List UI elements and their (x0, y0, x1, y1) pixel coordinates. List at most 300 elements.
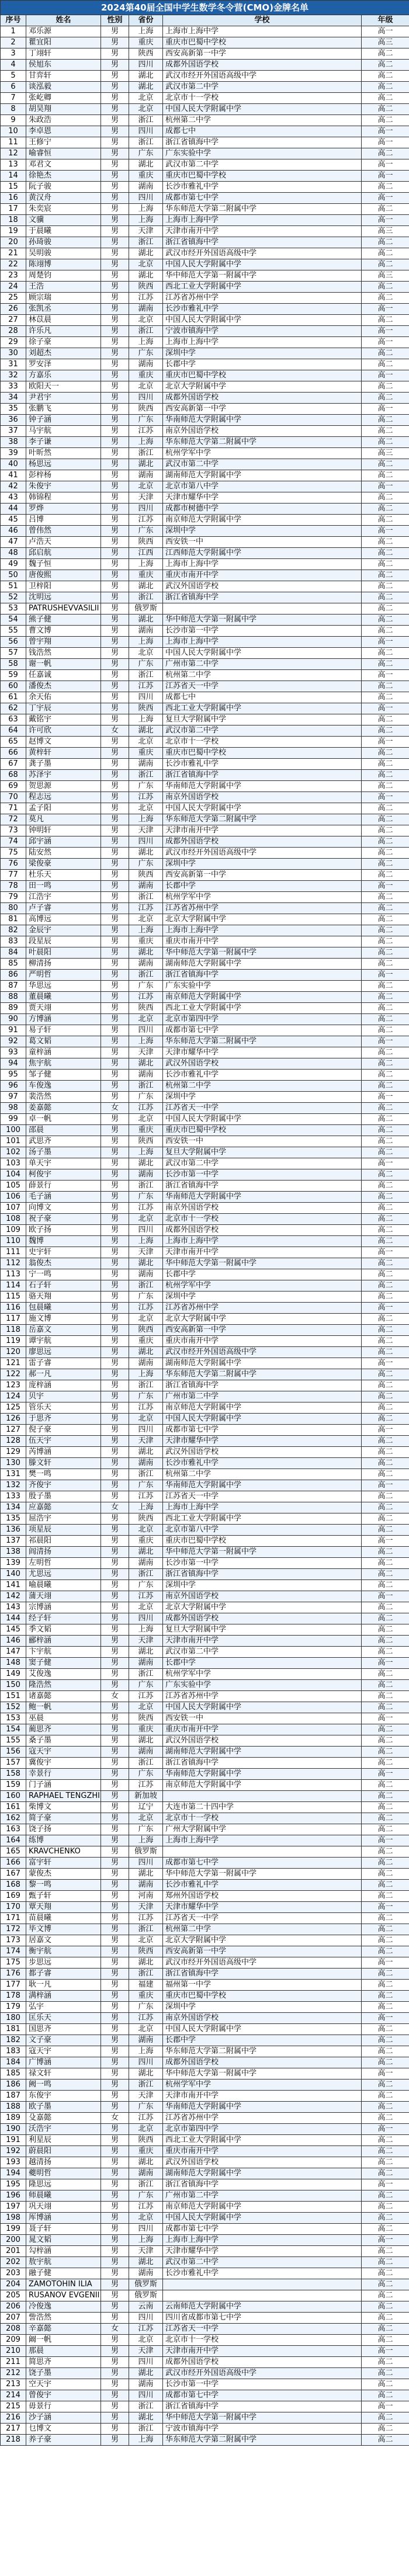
cell-grade: 高二 (362, 1491, 409, 1502)
table-row (1, 1957, 409, 1969)
cell-number: 163 (1, 1824, 26, 1835)
table-row (1, 60, 409, 71)
cell-grade: 高二 (362, 415, 409, 426)
cell-school: 华东师范大学第二附属中学 (163, 204, 362, 215)
cell-number: 102 (1, 1147, 26, 1158)
cell-school: 华中师范大学第一附属中学 (163, 2412, 362, 2424)
table-row (1, 792, 409, 803)
cell-gender: 男 (101, 2257, 129, 2268)
table-row (1, 1846, 409, 1858)
cell-number: 178 (1, 1991, 26, 2002)
cell-gender: 男 (101, 1769, 129, 1780)
cell-province: 湖南 (129, 359, 163, 370)
cell-school: 深圳中学 (163, 1580, 362, 1591)
cell-number: 124 (1, 1391, 26, 1402)
cell-gender: 男 (101, 1303, 129, 1314)
cell-grade: 高二 (362, 559, 409, 570)
table-row (1, 2046, 409, 2057)
cell-province: 江苏 (129, 426, 163, 437)
cell-grade: 高二 (362, 2246, 409, 2257)
cell-province: 天津 (129, 2346, 163, 2357)
cell-school: 云南师范大学附属中学 (163, 2301, 362, 2313)
cell-name: 居嘉文 (26, 1935, 101, 1946)
cell-name: 侯旭东 (26, 60, 101, 71)
cell-gender: 男 (101, 559, 129, 570)
cell-name: 邱宇涵 (26, 836, 101, 848)
table-row (1, 692, 409, 703)
cell-name: 寇天宇 (26, 1747, 101, 1758)
cell-name: 步思远 (26, 1957, 101, 1969)
table-row (1, 381, 409, 393)
cell-name: 裴浩然 (26, 1092, 101, 1103)
cell-gender: 男 (101, 171, 129, 182)
cell-province: 重庆 (129, 1536, 163, 1547)
cell-number: 98 (1, 1103, 26, 1114)
cell-number: 171 (1, 1913, 26, 1924)
cell-grade: 高二 (362, 592, 409, 603)
cell-gender: 男 (101, 970, 129, 981)
cell-number: 152 (1, 1702, 26, 1713)
cell-school: 武汉外国语学校 (163, 1735, 362, 1747)
cell-school: 浙江省镇海中学 (163, 1569, 362, 1580)
cell-gender: 男 (101, 581, 129, 592)
cell-gender: 男 (101, 2124, 129, 2135)
cell-school: 长沙市雅礼中学 (163, 304, 362, 315)
cell-number: 81 (1, 914, 26, 925)
cell-gender: 男 (101, 1070, 129, 1081)
table-row (1, 2102, 409, 2113)
cell-name: 杨思远 (26, 459, 101, 470)
cell-grade: 高二 (362, 781, 409, 792)
cell-number: 39 (1, 448, 26, 459)
cell-gender: 男 (101, 2368, 129, 2379)
cell-school: 成都市第七中学 (163, 2390, 362, 2401)
cell-grade: 高二 (362, 2412, 409, 2424)
cell-name: 钟子涵 (26, 415, 101, 426)
cell-grade: 高二 (362, 1547, 409, 1558)
cell-number: 43 (1, 492, 26, 504)
cell-school: 浙江省镇海中学 (163, 592, 362, 603)
table-row (1, 2168, 409, 2179)
cell-province: 湖北 (129, 2412, 163, 2424)
cell-number: 82 (1, 925, 26, 936)
cell-grade: 高二 (362, 936, 409, 947)
cell-gender: 男 (101, 781, 129, 792)
cell-school: 重庆市巴蜀中学校 (163, 171, 362, 182)
table-row (1, 2213, 409, 2224)
cell-name: 经子轩 (26, 1613, 101, 1624)
cell-school: 长沙市雅礼中学 (163, 1070, 362, 1081)
cell-gender: 男 (101, 615, 129, 626)
cell-grade: 高二 (362, 2046, 409, 2057)
cell-gender: 男 (101, 1602, 129, 1613)
cell-school (163, 2290, 362, 2301)
cell-gender: 男 (101, 670, 129, 681)
cell-school: 华东师范大学第二附属中学 (163, 2435, 362, 2446)
cell-province: 浙江 (129, 1969, 163, 1980)
table-row (1, 1747, 409, 1758)
cell-number: 147 (1, 1647, 26, 1658)
cell-school: 南京师范大学附属中学 (163, 1402, 362, 1414)
cell-school: 广州市第二中学 (163, 659, 362, 670)
cell-province: 广东 (129, 2102, 163, 2113)
cell-name: 熊子健 (26, 615, 101, 626)
cell-gender: 男 (101, 2290, 129, 2301)
table-row (1, 171, 409, 182)
table-row (1, 1769, 409, 1780)
cell-name: 毕文博 (26, 1924, 101, 1935)
cell-school: 江苏省苏州中学 (163, 293, 362, 304)
cell-school: 天津市南开中学 (163, 1636, 362, 1647)
cell-number: 49 (1, 559, 26, 570)
cell-number: 191 (1, 2135, 26, 2146)
table-row (1, 2224, 409, 2235)
cell-name: 徐子豪 (26, 337, 101, 348)
cell-school: 复旦大学附属中学 (163, 1624, 362, 1636)
cell-gender: 男 (101, 1125, 129, 1136)
cell-province: 湖北 (129, 459, 163, 470)
cell-number: 27 (1, 315, 26, 326)
cell-grade: 高二 (362, 1747, 409, 1758)
cell-province: 浙江 (129, 1081, 163, 1092)
cell-number: 121 (1, 1358, 26, 1369)
cell-name: 窦子健 (26, 1658, 101, 1669)
cell-grade: 高二 (362, 1014, 409, 1025)
table-row (1, 1735, 409, 1747)
cell-name: 甄子轩 (26, 1891, 101, 1902)
cell-name: 于思齐 (26, 1414, 101, 1425)
cell-name: 钟明轩 (26, 825, 101, 836)
table-row (1, 1236, 409, 1247)
cell-school: 上海市上海中学 (163, 26, 362, 37)
cell-number: 140 (1, 1569, 26, 1580)
cell-grade: 高二 (362, 714, 409, 725)
cell-grade: 高二 (362, 1325, 409, 1336)
cell-grade: 高二 (362, 1136, 409, 1147)
cell-gender: 男 (101, 936, 129, 947)
cell-school: 西安高新第一中学 (163, 870, 362, 881)
cell-province: 广东 (129, 781, 163, 792)
cell-gender: 男 (101, 2091, 129, 2102)
cell-number: 120 (1, 1347, 26, 1358)
cell-number: 198 (1, 2213, 26, 2224)
cell-number: 53 (1, 603, 26, 615)
table-row (1, 1014, 409, 1025)
cell-gender: 男 (101, 2002, 129, 2013)
cell-number: 129 (1, 1447, 26, 1458)
cell-number: 41 (1, 470, 26, 481)
cell-name: 卢浩天 (26, 537, 101, 548)
cell-school: 中国人民大学附属中学 (163, 315, 362, 326)
cell-number: 119 (1, 1336, 26, 1347)
cell-grade: 高二 (362, 1181, 409, 1192)
cell-number: 18 (1, 215, 26, 226)
cell-gender: 男 (101, 370, 129, 381)
cell-gender: 男 (101, 1636, 129, 1647)
cell-province: 上海 (129, 1624, 163, 1636)
cell-name: 钱浩然 (26, 648, 101, 659)
table-row (1, 1125, 409, 1136)
cell-grade: 高二 (362, 947, 409, 959)
cell-gender: 男 (101, 459, 129, 470)
cell-name: 段星辰 (26, 936, 101, 947)
table-row (1, 248, 409, 259)
cell-province: 重庆 (129, 936, 163, 947)
cell-number: 16 (1, 193, 26, 204)
cell-school: 北京市第四中学 (163, 1014, 362, 1025)
cell-grade: 高二 (362, 1314, 409, 1325)
cell-grade: 高一 (362, 137, 409, 148)
cell-gender: 男 (101, 870, 129, 881)
cell-school: 北京市十一学校 (163, 737, 362, 748)
cell-gender: 男 (101, 1314, 129, 1325)
cell-number: 74 (1, 836, 26, 848)
cell-grade: 高二 (362, 1025, 409, 1036)
table-row (1, 1103, 409, 1114)
header-province: 省份 (129, 15, 163, 26)
cell-number: 143 (1, 1602, 26, 1613)
cell-grade: 高二 (362, 748, 409, 759)
cell-grade: 高二 (362, 459, 409, 470)
cell-grade: 高二 (362, 426, 409, 437)
cell-school: 西安铁一中 (163, 1713, 362, 1724)
cell-province: 北京 (129, 803, 163, 814)
cell-province: 江苏 (129, 992, 163, 1003)
cell-school: 长沙市第一中学 (163, 1558, 362, 1569)
cell-province: 四川 (129, 2313, 163, 2324)
cell-name: 贾天翊 (26, 1003, 101, 1014)
cell-school: 天津市耀华中学 (163, 1047, 362, 1058)
cell-name: RAPHAEL TENGZHI (26, 1791, 101, 1802)
cell-province: 广东 (129, 348, 163, 359)
cell-grade: 高二 (362, 914, 409, 925)
cell-gender: 男 (101, 2301, 129, 2313)
cell-name: 滕文轩 (26, 1458, 101, 1469)
cell-province: 江苏 (129, 1103, 163, 1114)
cell-number: 141 (1, 1580, 26, 1591)
cell-name: 梁俊豪 (26, 859, 101, 870)
table-row (1, 1225, 409, 1236)
cell-gender: 男 (101, 1713, 129, 1724)
cell-number: 138 (1, 1547, 26, 1558)
cell-gender: 男 (101, 2013, 129, 2024)
cell-school: 江苏省苏州中学 (163, 1303, 362, 1314)
table-row (1, 959, 409, 970)
cell-province: 上海 (129, 1835, 163, 1846)
cell-province: 天津 (129, 1902, 163, 1913)
cell-grade: 高三 (362, 448, 409, 459)
cell-gender: 男 (101, 2357, 129, 2368)
cell-school: 中国人民大学附属中学 (163, 1114, 362, 1125)
cell-school: 成都市树德中学 (163, 504, 362, 515)
cell-grade: 高二 (362, 959, 409, 970)
table-row (1, 825, 409, 836)
cell-number: 130 (1, 1458, 26, 1469)
cell-gender: 男 (101, 2202, 129, 2213)
cell-school: 西北工业大学附属中学 (163, 1003, 362, 1014)
cell-grade: 高二 (362, 903, 409, 914)
cell-gender: 男 (101, 1935, 129, 1946)
cell-name: 刘超杰 (26, 348, 101, 359)
cell-grade: 高二 (362, 48, 409, 60)
cell-name: 张鹏飞 (26, 404, 101, 415)
cell-gender: 男 (101, 981, 129, 992)
table-row (1, 1391, 409, 1402)
cell-gender: 男 (101, 492, 129, 504)
cell-province: 上海 (129, 1036, 163, 1047)
table-row (1, 1081, 409, 1092)
cell-number: 65 (1, 737, 26, 748)
cell-school: 重庆市巴蜀中学校 (163, 1125, 362, 1136)
table-row (1, 1480, 409, 1491)
cell-gender: 男 (101, 2168, 129, 2179)
cell-name: 许乐凡 (26, 326, 101, 337)
cell-name: 史宇轩 (26, 1247, 101, 1258)
cell-grade: 高三 (362, 37, 409, 48)
cell-number: 62 (1, 703, 26, 714)
cell-grade: 高二 (362, 659, 409, 670)
cell-number: 128 (1, 1436, 26, 1447)
cell-grade: 高二 (362, 182, 409, 193)
cell-gender: 男 (101, 159, 129, 171)
cell-name: 许可欣 (26, 725, 101, 737)
table-row (1, 859, 409, 870)
cell-grade: 高二 (362, 615, 409, 626)
cell-name: 焦宇航 (26, 1058, 101, 1070)
table-row (1, 1358, 409, 1369)
cell-school (163, 1846, 362, 1858)
cell-school: 中国人民大学附属中学 (163, 2024, 362, 2035)
cell-gender: 男 (101, 1480, 129, 1491)
cell-gender: 男 (101, 71, 129, 82)
table-row (1, 337, 409, 348)
cell-school: 北京市十一学校 (163, 1214, 362, 1225)
cell-grade: 高二 (362, 148, 409, 159)
cell-gender: 男 (101, 515, 129, 526)
cell-school: 复旦大学附属中学 (163, 1147, 362, 1158)
cell-grade: 高一 (362, 1536, 409, 1547)
cell-number: 167 (1, 1869, 26, 1880)
cell-name: 饶子墨 (26, 2368, 101, 2379)
cell-grade: 高二 (362, 1203, 409, 1214)
cell-number: 205 (1, 2290, 26, 2301)
cell-gender: 男 (101, 1702, 129, 1713)
cell-grade: 高一 (362, 881, 409, 892)
cell-gender: 男 (101, 448, 129, 459)
cell-province: 广东 (129, 859, 163, 870)
cell-school: 武汉市经开外国语高级中学 (163, 248, 362, 259)
cell-grade: 高二 (362, 2290, 409, 2301)
cell-grade: 高二 (362, 581, 409, 592)
cell-gender: 男 (101, 1525, 129, 1536)
cell-number: 84 (1, 947, 26, 959)
cell-school: 西安高新第一中学 (163, 1946, 362, 1957)
cell-grade: 高一 (362, 1713, 409, 1724)
table-row (1, 126, 409, 137)
cell-number: 87 (1, 981, 26, 992)
cell-name: 王浩 (26, 282, 101, 293)
cell-school: 长郡中学 (163, 1269, 362, 1280)
cell-province: 湖北 (129, 947, 163, 959)
cell-school: 重庆市巴蜀中学校 (163, 1536, 362, 1547)
cell-number: 181 (1, 2024, 26, 2035)
cell-number: 194 (1, 2168, 26, 2179)
cell-school: 浙江省镇海中学 (163, 770, 362, 781)
table-row (1, 359, 409, 370)
cell-number: 101 (1, 1136, 26, 1147)
cell-school: 天津市南开中学 (163, 226, 362, 237)
table-row (1, 2412, 409, 2424)
cell-grade: 高二 (362, 1602, 409, 1613)
table-row (1, 137, 409, 148)
cell-name: 戴铭宇 (26, 714, 101, 725)
cell-province: 浙江 (129, 2079, 163, 2091)
cell-province: 广东 (129, 1580, 163, 1591)
cell-school: 长郡中学 (163, 359, 362, 370)
cell-name: 卞宇航 (26, 1647, 101, 1658)
cell-gender: 男 (101, 2079, 129, 2091)
cell-province: 浙江 (129, 1280, 163, 1292)
cell-province: 湖北 (129, 1735, 163, 1747)
cell-grade: 高二 (362, 692, 409, 703)
cell-gender: 男 (101, 1558, 129, 1569)
cell-number: 21 (1, 248, 26, 259)
cell-province: 北京 (129, 1935, 163, 1946)
table-row (1, 2401, 409, 2412)
table-row (1, 448, 409, 459)
cell-province: 四川 (129, 393, 163, 404)
cell-province: 北京 (129, 2024, 163, 2035)
cell-province: 四川 (129, 1225, 163, 1236)
cell-school (163, 1791, 362, 1802)
cell-name: 林苡晨 (26, 315, 101, 326)
table-row (1, 548, 409, 559)
cell-gender: 男 (101, 526, 129, 537)
table-row (1, 315, 409, 326)
table-row (1, 714, 409, 725)
page-title: 2024第40届全国中学生数学冬令营(CMO)金牌名单 (1, 1, 409, 15)
cell-province: 湖北 (129, 1158, 163, 1169)
cell-province: 上海 (129, 1236, 163, 1247)
cell-name: 叶晨阳 (26, 947, 101, 959)
cell-grade: 高二 (362, 515, 409, 526)
cell-school: 江苏省苏州中学 (163, 2113, 362, 2124)
cell-name: 金辰宇 (26, 925, 101, 936)
cell-number: 184 (1, 2057, 26, 2068)
cell-grade: 高一 (362, 1480, 409, 1491)
cell-name: 张凯丞 (26, 304, 101, 315)
cell-name: 勾梓涵 (26, 2246, 101, 2257)
cell-gender: 女 (101, 2113, 129, 2124)
cell-province: 浙江 (129, 1380, 163, 1391)
cell-name: 庞梓涵 (26, 1380, 101, 1391)
cell-gender: 男 (101, 836, 129, 848)
cell-school: 武汉市经开外国语高级中学 (163, 1957, 362, 1969)
cell-province: 北京 (129, 1214, 163, 1225)
table-row (1, 1147, 409, 1158)
cell-grade: 高二 (362, 104, 409, 115)
cell-school: 成都市第七中学 (163, 2224, 362, 2235)
table-row (1, 1425, 409, 1436)
cell-number: 76 (1, 859, 26, 870)
cell-gender: 男 (101, 2224, 129, 2235)
cell-school: 华中师范大学第一附属中学 (163, 1869, 362, 1880)
cell-name: 谢一帆 (26, 659, 101, 670)
cell-school: 成都外国语学校 (163, 1613, 362, 1624)
cell-number: 33 (1, 381, 26, 393)
table-row (1, 2091, 409, 2102)
cell-school: 华南师范大学附属中学 (163, 1192, 362, 1203)
